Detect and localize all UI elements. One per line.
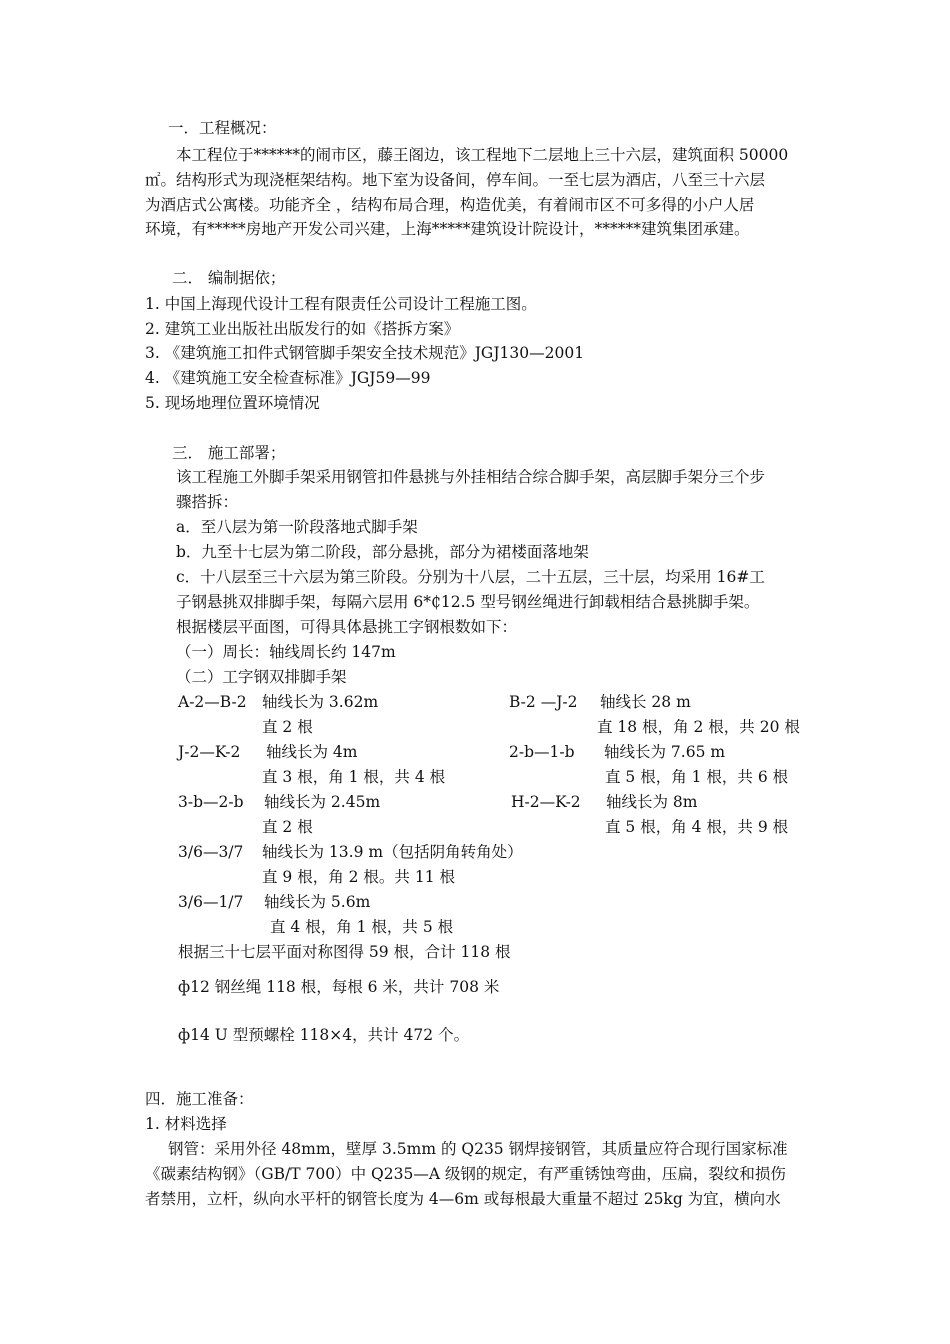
summary-line: 根据三十七层平面对称图得 59 根，合计 118 根 — [178, 943, 511, 961]
paragraph-line: 环境，有*****房地产开发公司兴建，上海*****建筑设计院设计，******建筑集团承建。 — [145, 220, 750, 238]
axis-range-label: H-2—K-2 — [511, 793, 581, 811]
paragraph-line: 骤搭拆： — [176, 493, 239, 511]
axis-range-label: 3-b—2-b — [178, 793, 244, 811]
list-item: 4. 《建筑施工安全检查标准》JGJ59—99 — [145, 369, 431, 387]
axis-range-label: J-2—K-2 — [178, 743, 241, 761]
paragraph-line: 根据楼层平面图，可得具体悬挑工字钢根数如下： — [176, 618, 518, 636]
axis-length: 轴线长为 2.45m — [264, 793, 381, 811]
paragraph-line: 钢管：采用外径 48mm，壁厚 3.5mm 的 Q235 钢焊接钢管，其质量应符合现行国家标准 — [168, 1140, 788, 1158]
sub-heading: 1. 材料选择 — [145, 1115, 227, 1133]
paragraph-line: 为酒店式公寓楼。功能齐全 ，结构布局合理，构造优美，有着闹市区不可多得的小户人居 — [145, 196, 755, 214]
beam-count: 直 5 根，角 4 根，共 9 根 — [605, 818, 789, 836]
paragraph-line: 《碳素结构钢》（GB/T 700）中 Q235—A 级钢的规定，有严重锈蚀弯曲，压扁，裂纹和损伤 — [145, 1165, 786, 1183]
bolt-line: ф14 U 型预螺栓 118×4，共计 472 个。 — [178, 1026, 470, 1044]
paragraph-line: 者禁用，立杆，纵向水平杆的钢管长度为 4—6m 或每根最大重量不超过 25kg 为宜，横向水 — [145, 1190, 781, 1208]
rope-line: ф12 钢丝绳 118 根，每根 6 米，共计 708 米 — [178, 978, 500, 996]
paragraph-line: ㎡。结构形式为现浇框架结构。地下室为设备间，停车间。一至七层为酒店，八至三十六层 — [145, 171, 766, 189]
paragraph-line: b．九至十七层为第二阶段，部分悬挑，部分为裙楼面落地架 — [176, 543, 589, 561]
paragraph-line: （二）工字钢双排脚手架 — [176, 668, 347, 686]
list-item: 2. 建筑工业出版社出版发行的如《搭拆方案》 — [145, 320, 460, 338]
section-4-heading: 四．施工准备： — [145, 1090, 254, 1108]
beam-count: 直 4 根，角 1 根，共 5 根 — [270, 918, 454, 936]
axis-length: 轴线长为 8m — [606, 793, 698, 811]
beam-count: 直 2 根 — [262, 818, 313, 836]
list-item: 5. 现场地理位置环境情况 — [145, 394, 320, 412]
axis-range-label: 3/6—3/7 — [178, 843, 244, 861]
axis-length: 轴线长 28 m — [600, 693, 691, 711]
section-3-heading: 三． 施工部署； — [172, 444, 286, 462]
beam-count: 直 2 根 — [262, 718, 313, 736]
axis-length: 轴线长为 3.62m — [262, 693, 379, 711]
axis-range-label: A-2—B-2 — [178, 693, 247, 711]
paragraph-line: 子钢悬挑双排脚手架，每隔六层用 6*₵12.5 型号钢丝绳进行卸载相结合悬挑脚手架。 — [176, 593, 760, 611]
paragraph-line: c．十八层至三十六层为第三阶段。分别为十八层，二十五层，三十层，均采用 16#工 — [176, 568, 765, 586]
axis-range-label: 2-b—1-b — [509, 743, 575, 761]
beam-count: 直 3 根，角 1 根，共 4 根 — [262, 768, 446, 786]
paragraph-line: 该工程施工外脚手架采用钢管扣件悬挑与外挂相结合综合脚手架，高层脚手架分三个步 — [176, 468, 766, 486]
list-item: 1. 中国上海现代设计工程有限责任公司设计工程施工图。 — [145, 295, 537, 313]
paragraph-line: 本工程位于******的闹市区，藤王阁边，该工程地下二层地上三十六层，建筑面积 50000 — [176, 146, 789, 164]
axis-length: 轴线长为 5.6m — [264, 893, 371, 911]
axis-length: 轴线长为 7.65 m — [604, 743, 726, 761]
list-item: 3. 《建筑施工扣件式钢管脚手架安全技术规范》JGJ130—2001 — [145, 344, 585, 362]
axis-range-label: 3/6—1/7 — [178, 893, 244, 911]
section-2-heading: 二． 编制据依； — [172, 269, 286, 287]
axis-range-label: B-2 —J-2 — [509, 693, 578, 711]
paragraph-line: a．至八层为第一阶段落地式脚手架 — [176, 518, 418, 536]
axis-length: 轴线长为 4m — [266, 743, 358, 761]
beam-count: 直 9 根，角 2 根。共 11 根 — [262, 868, 456, 886]
beam-count: 直 18 根，角 2 根，共 20 根 — [597, 718, 800, 736]
beam-count: 直 5 根，角 1 根，共 6 根 — [605, 768, 789, 786]
axis-length: 轴线长为 13.9 m（包括阴角转角处） — [262, 843, 523, 861]
section-1-heading: 一．工程概况： — [168, 119, 277, 137]
paragraph-line: （一）周长：轴线周长约 147m — [176, 643, 396, 661]
